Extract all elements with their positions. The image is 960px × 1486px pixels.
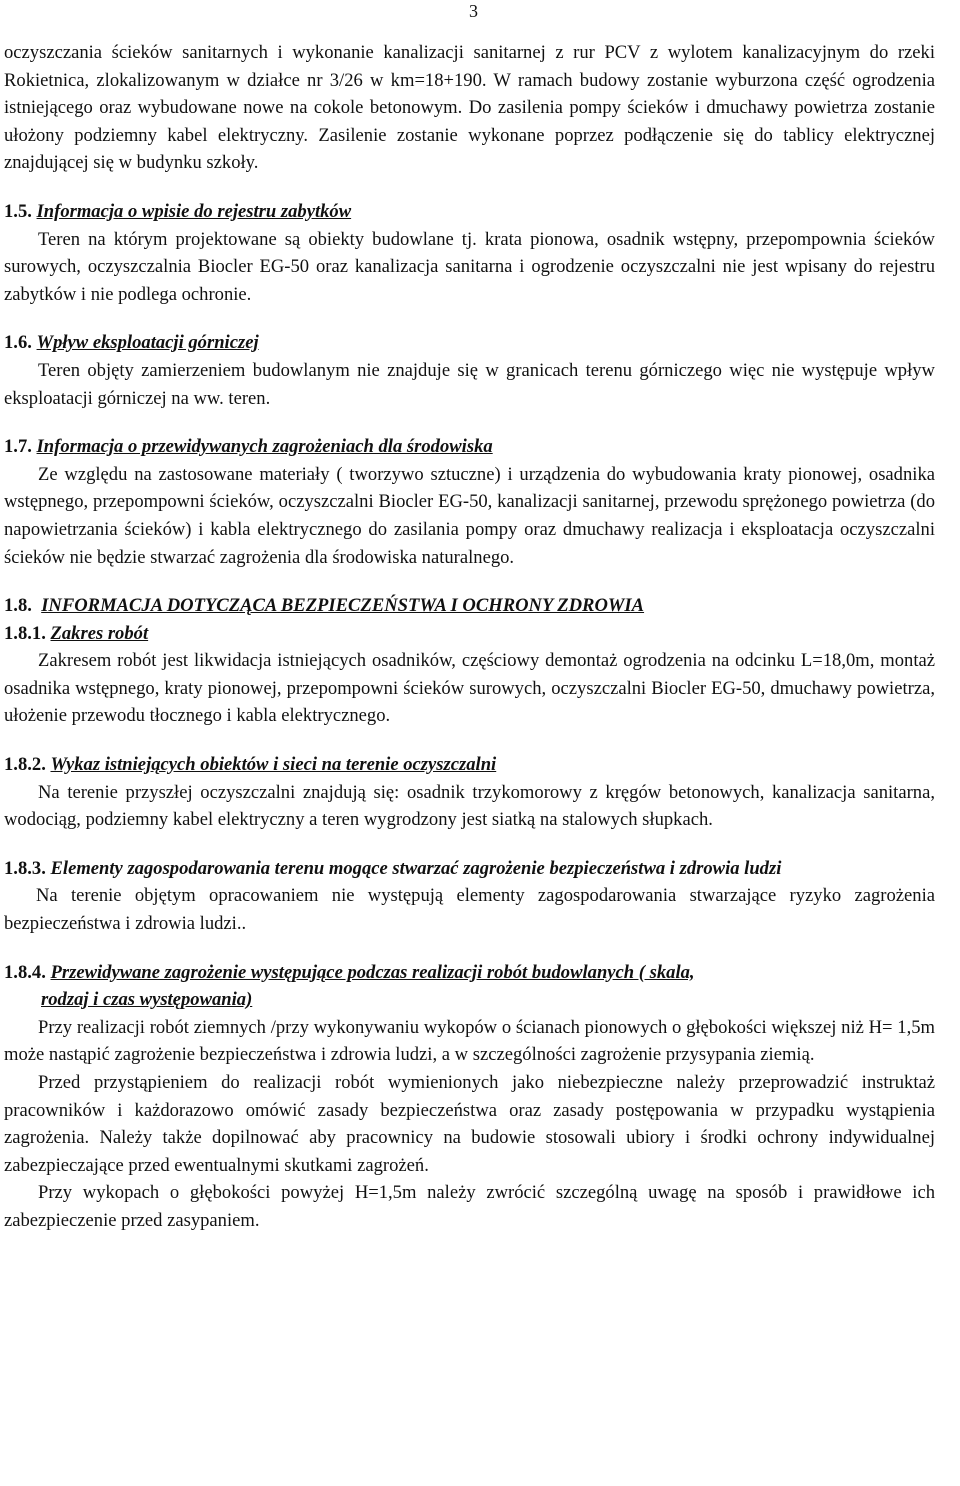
section-1-8-3-paragraph: Na terenie objętym opracowaniem nie występują elementy zagospodarowania stwarzające ryzyko zagrożenia bezpieczeństwa i zdrowia ludzi.. — [4, 885, 935, 935]
section-1-8-4-paragraph-3: Przy wykopach o głębokości powyżej H=1,5m należy zwrócić szczególną uwagę na sposób i prawidłowe ich zabezpieczenie przed zasypaniem. — [4, 1182, 935, 1231]
section-1-8-3-title: Elementy zagospodarowania terenu mogące stwarzać zagrożenie bezpieczeństwa i zdrowia ludzi — [50, 857, 782, 879]
section-1-6 — [4, 329, 935, 412]
section-1-8-4 — [4, 959, 935, 1235]
section-1-5-title: Informacja o wpisie do rejestru zabytków — [36, 200, 352, 222]
section-1-8-4-title-line2: rodzaj i czas występowania) — [41, 989, 253, 1011]
section-1-5-heading — [4, 198, 935, 226]
section-1-8-heading — [4, 592, 935, 620]
section-1-8-3 — [4, 855, 935, 938]
section-1-8-3-number: 1.8.3. — [4, 857, 46, 879]
section-1-7-heading — [4, 433, 935, 461]
document-body — [4, 39, 935, 1235]
section-1-8-2 — [4, 751, 935, 834]
section-1-7-paragraph: Ze względu na zastosowane materiały ( tworzywo sztuczne) i urządzenia do wybudowania kraty pionowej, osadnika wstępnego, przepompowni ścieków, oczyszczalni Biocler EG-50, kanalizacji sanitarnej, przewodu sprężonego powietrza (do napowietrzania ścieków) i kabla elektrycznego do zasilania pompy oraz dmuchawy realizacja i eksploatacja oczyszczalni ścieków nie będzie stwarzać zagrożenia dla środowiska naturalnego. — [4, 463, 935, 568]
section-1-5-paragraph: Teren na którym projektowane są obiekty budowlane tj. krata pionowa, osadnik wstępny, przepompownia ścieków surowych, oczyszczalnia Biocler EG-50 oraz kanalizacja sanitarna i ogrodzenie oczyszczalni nie jest wpisany do rejestru zabytków i nie podlega ochronie. — [4, 228, 935, 305]
section-1-8-4-heading — [4, 959, 935, 987]
section-1-8-4-paragraph-1: Przy realizacji robót ziemnych /przy wykonywaniu wykopów o ścianach pionowych o głębokości większej niż H= 1,5m może nastąpić zagrożenie bezpieczeństwa i zdrowia ludzi, a w szczególności zagrożenie przysypania ziemią. — [4, 1016, 935, 1066]
section-1-8-2-heading — [4, 751, 935, 779]
section-1-8-4-paragraph-2: Przed przystąpieniem do realizacji robót wymienionych jako niebezpieczne należy przeprowadzić instruktaż pracowników i każdorazowo omówić zasady bezpieczeństwa oraz zasady postępowania w przypadku wystąpienia zagrożenia. Należy także dopilnować aby pracownicy na budowie stosowali ubiory i środki ochrony indywidualnej zabezpieczające przed ewentualnymi skutkami zagrożeń. — [4, 1072, 935, 1176]
section-1-8 — [4, 592, 935, 730]
section-1-6-number: 1.6. — [4, 332, 32, 354]
page-number: 3 — [469, 1, 478, 21]
section-1-8-2-paragraph: Na terenie przyszłej oczyszczalni znajdują się: osadnik trzykomorowy z kręgów betonowych, kanalizacja sanitarna, wodociąg, podziemny kabel elektryczny a teren wygrodzony jest siatką na stalowych słupkach. — [4, 781, 935, 831]
section-1-8-4-title-line1: Przewidywane zagrożenie występujące podczas realizacji robót budowlanych ( skala, — [50, 961, 695, 983]
section-1-6-paragraph: Teren objęty zamierzeniem budowlanym nie znajduje się w granicach terenu górniczego więc nie występuje wpływ eksploatacji górniczej na ww. teren. — [4, 359, 935, 409]
section-1-8-4-number: 1.8.4. — [4, 961, 46, 983]
section-1-8-4-heading-cont — [4, 986, 935, 1014]
section-1-8-3-heading — [4, 855, 935, 883]
section-1-8-1-paragraph: Zakresem robót jest likwidacja istniejących osadników, częściowy demontaż ogrodzenia na odcinku L=18,0m, montaż osadnika wstępnego, kraty pionowej, przepompowni ścieków surowych, oczyszczalni Biocler EG-50, dmuchawy powietrza, ułożenie przewodu tłocznego i kabla elektrycznego. — [4, 650, 935, 727]
section-1-7-title: Informacja o przewidywanych zagrożeniach dla środowiska — [36, 436, 493, 458]
section-1-8-title: INFORMACJA DOTYCZĄCA BEZPIECZEŃSTWA I OCHRONY ZDROWIA — [41, 595, 645, 617]
section-1-7-number: 1.7. — [4, 436, 32, 458]
section-1-8-2-title: Wykaz istniejących obiektów i sieci na terenie oczyszczalni — [50, 754, 497, 776]
section-1-7 — [4, 433, 935, 571]
section-1-8-2-number: 1.8.2. — [4, 754, 46, 776]
section-1-5 — [4, 198, 935, 308]
intro-paragraph: oczyszczania ścieków sanitarnych i wykonanie kanalizacji sanitarnej z rur PCV z wylotem kanalizacyjnym do rzeki Rokietnica, zlokalizowanym w działce nr 3/26 w km=18+190. W ramach budowy zostanie wyburzona część ogrodzenia istniejącego oraz wybudowane nowe na cokole betonowym. Do zasilenia pompy ścieków i dmuchawy powietrza zostanie ułożony podziemny kabel elektryczny. Zasilenie zostanie wykonane poprzez podłączenie się do tablicy elektrycznej znajdującej się w budynku szkoły. — [4, 42, 935, 174]
section-1-8-1-title: Zakres robót — [50, 622, 149, 644]
section-1-6-heading — [4, 329, 935, 357]
section-1-6-title: Wpływ eksploatacji górniczej — [36, 332, 259, 354]
section-1-8-1-heading — [4, 620, 935, 648]
section-1-5-number: 1.5. — [4, 200, 32, 222]
section-1-8-number: 1.8. — [4, 595, 32, 617]
section-1-8-1-number: 1.8.1. — [4, 622, 46, 644]
